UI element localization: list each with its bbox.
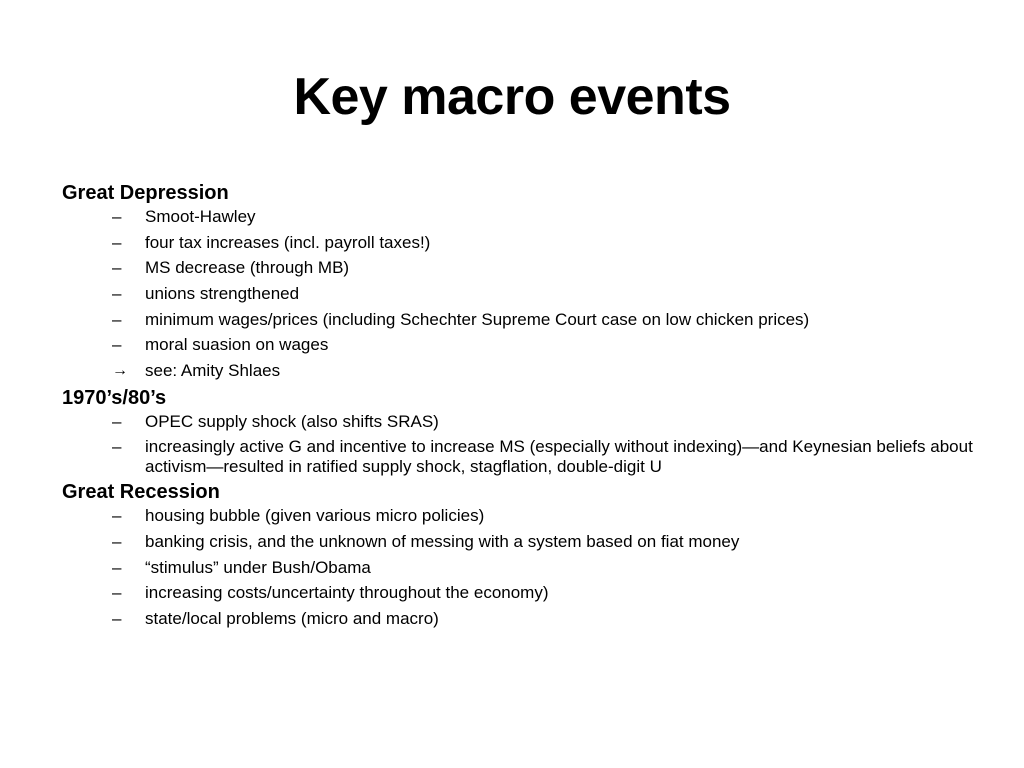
list-item xyxy=(62,334,982,356)
dash-bullet-icon: – xyxy=(112,557,122,577)
list-item-text: Smoot-Hawley xyxy=(145,207,256,226)
list-item-text: unions strengthened xyxy=(145,284,300,304)
section-items xyxy=(62,411,982,477)
arrow-right-icon: → xyxy=(112,362,128,380)
list-item-text: increasing costs/uncertainty throughout the economy) xyxy=(145,583,549,603)
list-item xyxy=(62,437,982,477)
list-item xyxy=(62,206,982,228)
list-item xyxy=(62,309,982,331)
list-item-text: banking crisis, and the unknown of messing with a system based on fiat money xyxy=(145,531,740,551)
slide-content xyxy=(62,180,982,634)
list-item-text: see: Amity Shlaes xyxy=(145,361,281,381)
list-item xyxy=(62,582,982,604)
list-item-text: increasingly active G and incentive to increase MS (especially without indexing)—and Keynesian beliefs about activism—resulted in ratified supply shock, stagflation, double-digit U xyxy=(145,436,973,476)
list-item xyxy=(62,531,982,553)
dash-bullet-icon: – xyxy=(112,608,122,628)
list-item xyxy=(62,283,982,305)
section-great-depression xyxy=(62,180,982,382)
dash-bullet-icon: – xyxy=(112,531,122,551)
list-item xyxy=(62,360,982,382)
dash-bullet-icon: – xyxy=(112,506,122,526)
dash-bullet-icon: – xyxy=(112,258,122,278)
section-heading: Great Depression xyxy=(62,182,229,204)
list-item-text: housing bubble (given various micro policies) xyxy=(145,506,485,526)
list-item xyxy=(62,411,982,433)
list-item-text: “stimulus” under Bush/Obama xyxy=(145,557,371,577)
dash-bullet-icon: – xyxy=(112,207,122,226)
section-great-recession xyxy=(62,479,982,630)
dash-bullet-icon: – xyxy=(112,335,122,355)
dash-bullet-icon: – xyxy=(112,411,122,431)
dash-bullet-icon: – xyxy=(112,232,122,252)
section-items xyxy=(62,206,982,382)
list-item xyxy=(62,232,982,254)
section-1970s-80s xyxy=(62,385,982,477)
list-item xyxy=(62,557,982,579)
list-item-text: state/local problems (micro and macro) xyxy=(145,608,439,628)
list-item-text: MS decrease (through MB) xyxy=(145,258,350,278)
list-item-text: moral suasion on wages xyxy=(145,335,329,355)
list-item-text: minimum wages/prices (including Schechter Supreme Court case on low chicken prices) xyxy=(145,309,810,329)
list-item xyxy=(62,257,982,279)
section-heading: 1970’s/80’s xyxy=(62,386,167,409)
section-heading: Great Recession xyxy=(62,481,220,504)
list-item xyxy=(62,505,982,527)
dash-bullet-icon: – xyxy=(112,309,122,329)
dash-bullet-icon: – xyxy=(112,583,122,603)
list-item-text: OPEC supply shock (also shifts SRAS) xyxy=(145,411,439,431)
dash-bullet-icon: – xyxy=(112,436,122,456)
dash-bullet-icon: – xyxy=(112,284,122,304)
section-items xyxy=(62,505,982,630)
slide-title: Key macro events xyxy=(293,68,731,126)
list-item xyxy=(62,608,982,630)
list-item-text: four tax increases (incl. payroll taxes!) xyxy=(145,232,431,252)
